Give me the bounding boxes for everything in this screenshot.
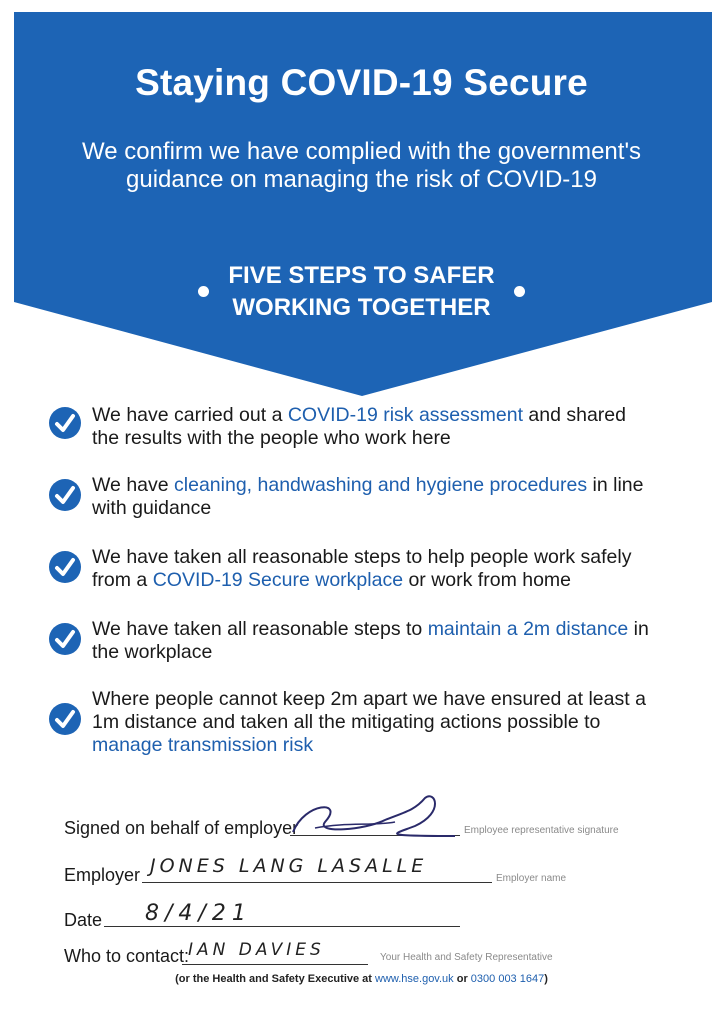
employer-value: JONES LANG LASALLE — [150, 855, 428, 877]
step-item-3 — [48, 546, 688, 596]
signed-label: Signed on behalf of employer — [64, 818, 299, 838]
footer-text-end: ) — [544, 973, 548, 985]
page-title: Staying COVID-19 Secure — [135, 62, 588, 103]
step-1-text: We have carried out a — [92, 404, 288, 426]
step-2-line-2: with guidance — [92, 497, 212, 519]
step-5-line-3: manage transmission risk — [92, 734, 314, 756]
step-4-text-end: in — [628, 618, 649, 640]
contact-value: IAN DAVIES — [188, 940, 325, 960]
step-4-line-1 — [92, 618, 692, 641]
footer-text-mid: or — [453, 973, 471, 985]
step-4-line-2: the workplace — [92, 641, 213, 663]
date-label: Date — [64, 910, 103, 930]
step-1-text-end: and shared — [523, 404, 626, 426]
employer-line — [142, 882, 492, 883]
subtitle-line-1: We confirm we have complied with the government's — [81, 138, 642, 165]
steps-heading-line-1: FIVE STEPS TO SAFER — [228, 262, 495, 289]
step-5-line-1: Where people cannot keep 2m apart we have ensured at least a — [92, 688, 646, 710]
step-1-line-1 — [92, 404, 692, 427]
step-3-highlight: COVID-19 Secure workplace — [152, 569, 404, 591]
step-1-highlight: COVID-19 risk assessment — [287, 404, 523, 426]
step-2-text-end: in line — [587, 474, 644, 496]
signed-hint: Employee representative signature — [464, 825, 619, 836]
hse-website-link[interactable]: www.hse.gov.uk — [375, 973, 454, 985]
checkmark-icon — [48, 550, 82, 584]
step-item-2 — [48, 474, 688, 524]
step-item-1 — [48, 404, 688, 454]
employer-hint: Employer name — [496, 873, 567, 884]
hse-phone-number: 0300 003 1647 — [470, 973, 545, 985]
step-item-4 — [48, 618, 688, 668]
step-4-highlight: maintain a 2m distance — [427, 618, 629, 640]
step-2-text: We have — [92, 474, 175, 496]
header-banner — [0, 0, 723, 400]
date-line — [104, 926, 460, 927]
step-3-line-1: We have taken all reasonable steps to help people work safely — [92, 546, 632, 568]
contact-line — [182, 964, 368, 965]
footer-note — [0, 973, 723, 985]
step-4-text: We have taken all reasonable steps to — [92, 618, 428, 640]
subtitle-line-2: guidance on managing the risk of COVID-19 — [126, 166, 597, 193]
checkmark-icon — [48, 622, 82, 656]
contact-hint: Your Health and Safety Representative — [380, 952, 553, 963]
steps-heading — [0, 260, 723, 324]
step-2-line-1 — [92, 474, 692, 497]
step-item-5 — [48, 688, 688, 762]
contact-label: Who to contact: — [64, 946, 190, 966]
date-value: 8/4/21 — [145, 901, 252, 926]
page-subtitle — [40, 138, 683, 194]
step-5-line-2: 1m distance and taken all the mitigating actions possible to — [92, 711, 601, 733]
step-2-highlight: cleaning, handwashing and hygiene procedures — [174, 474, 588, 496]
checkmark-icon — [48, 702, 82, 736]
step-1-line-2: the results with the people who work here — [92, 427, 451, 449]
signature-scribble — [285, 792, 465, 842]
step-3-text: from a — [92, 569, 153, 591]
employer-label: Employer — [64, 865, 141, 885]
step-3-text-end: or work from home — [403, 569, 572, 591]
checkmark-icon — [48, 406, 82, 440]
checkmark-icon — [48, 478, 82, 512]
footer-text: (or the Health and Safety Executive at — [175, 973, 375, 985]
step-3-line-2 — [92, 569, 692, 592]
steps-heading-line-2: WORKING TOGETHER — [232, 294, 491, 321]
